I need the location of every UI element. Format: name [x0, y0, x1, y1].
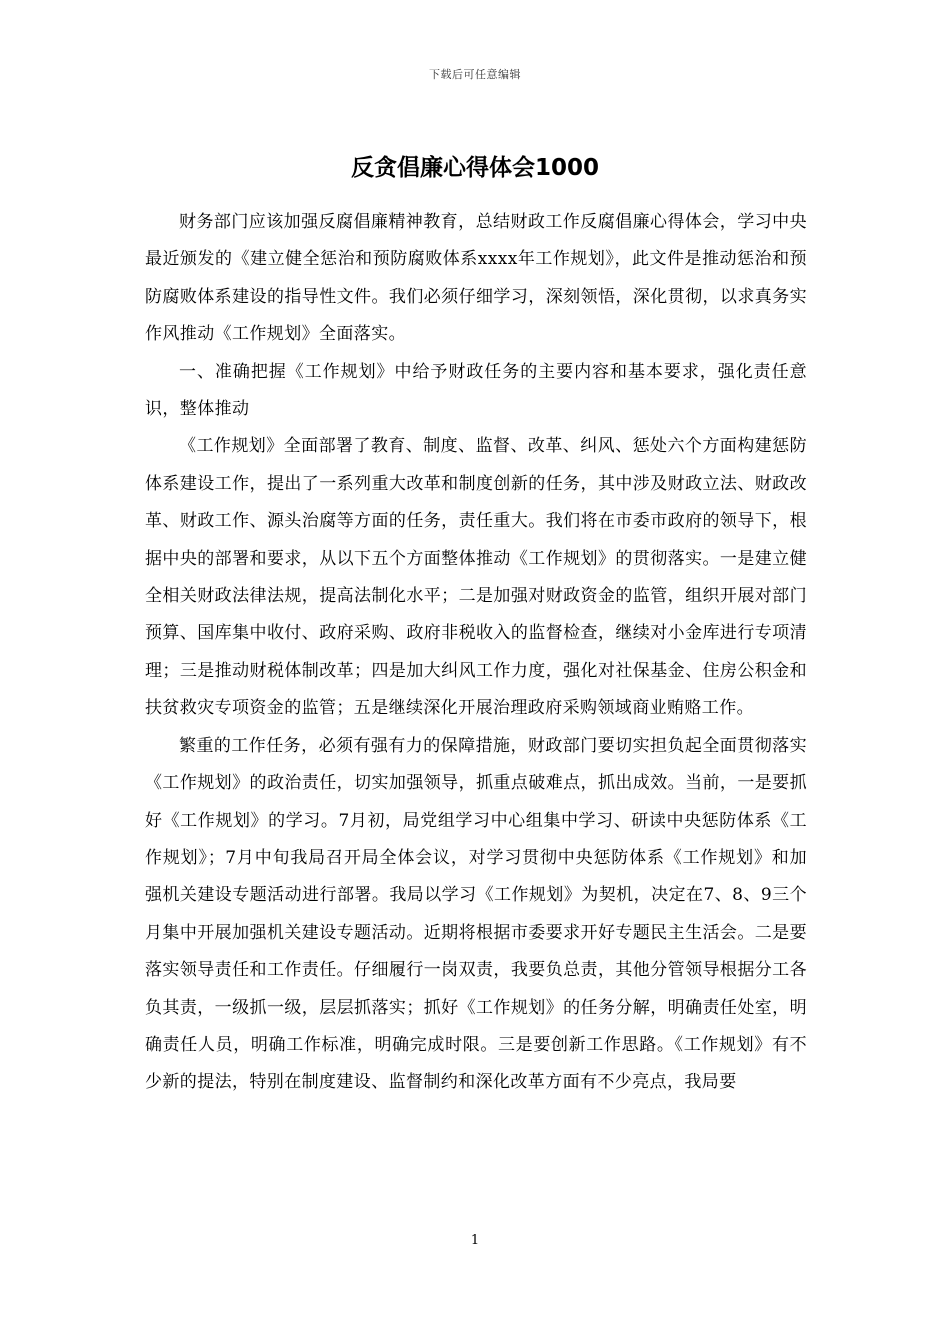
paragraph-section-heading: 一、准确把握《工作规划》中给予财政任务的主要内容和基本要求，强化责任意识，整体推动 [145, 361, 807, 420]
paragraph-measures: 繁重的工作任务，必须有强有力的保障措施，财政部门要切实担负起全面贯彻落实《工作规划》的政治责任，切实加强领导，抓重点破难点，抓出成效。当前，一是要抓好《工作规划》的学习。7月初，局党组学习中心组集中学习、研读中央惩防体系《工作规划》；7月中旬我局召开局全体会议，对学习贯彻中央惩防体系《工作规划》和加强机关建设专题活动进行部署。我局以学习《工作规划》为契机，决定在7、8、9三个月集中开展加强机关建设专题活动。近期将根据市委要求开好专题民主生活会。二是要落实领导责任和工作责任。仔细履行一岗双责，我要负总责，其他分管领导根据分工各负其责，一级抓一级，层层抓落实；抓好《工作规划》的任务分解，明确责任处室，明确责任人员，明确工作标准，明确完成时限。三是要创新工作思路。《工作规划》有不少新的提法，特别在制度建设、监督制约和深化改革方面有不少亮点，我局要 [145, 735, 807, 1093]
document-body [145, 204, 807, 1102]
paragraph-intro: 财务部门应该加强反腐倡廉精神教育，总结财政工作反腐倡廉心得体会，学习中央最近颁发的《建立健全惩治和预防腐败体系xxxx年工作规划》，此文件是推动惩治和预防腐败体系建设的指导性文件。我们必须仔细学习，深刻领悟，深化贯彻，以求真务实作风推动《工作规划》全面落实。 [145, 212, 807, 345]
page-number: 1 [470, 1233, 480, 1248]
header-note: 下载后可任意编辑 [429, 68, 521, 81]
document-title: 反贪倡廉心得体会1000 [350, 155, 599, 181]
paragraph-work-plan: 《工作规划》全面部署了教育、制度、监督、改革、纠风、惩处六个方面构建惩防体系建设工作，提出了一系列重大改革和制度创新的任务，其中涉及财政立法、财政改革、财政工作、源头治腐等方面的任务，责任重大。我们将在市委市政府的领导下，根据中央的部署和要求，从以下五个方面整体推动《工作规划》的贯彻落实。一是建立健全相关财政法律法规，提高法制化水平；二是加强对财政资金的监管，组织开展对部门预算、国库集中收付、政府采购、政府非税收入的监督检查，继续对小金库进行专项清理；三是推动财税体制改革；四是加大纠风工作力度，强化对社保基金、住房公积金和扶贫救灾专项资金的监管；五是继续深化开展治理政府采购领域商业贿赂工作。 [145, 436, 807, 719]
